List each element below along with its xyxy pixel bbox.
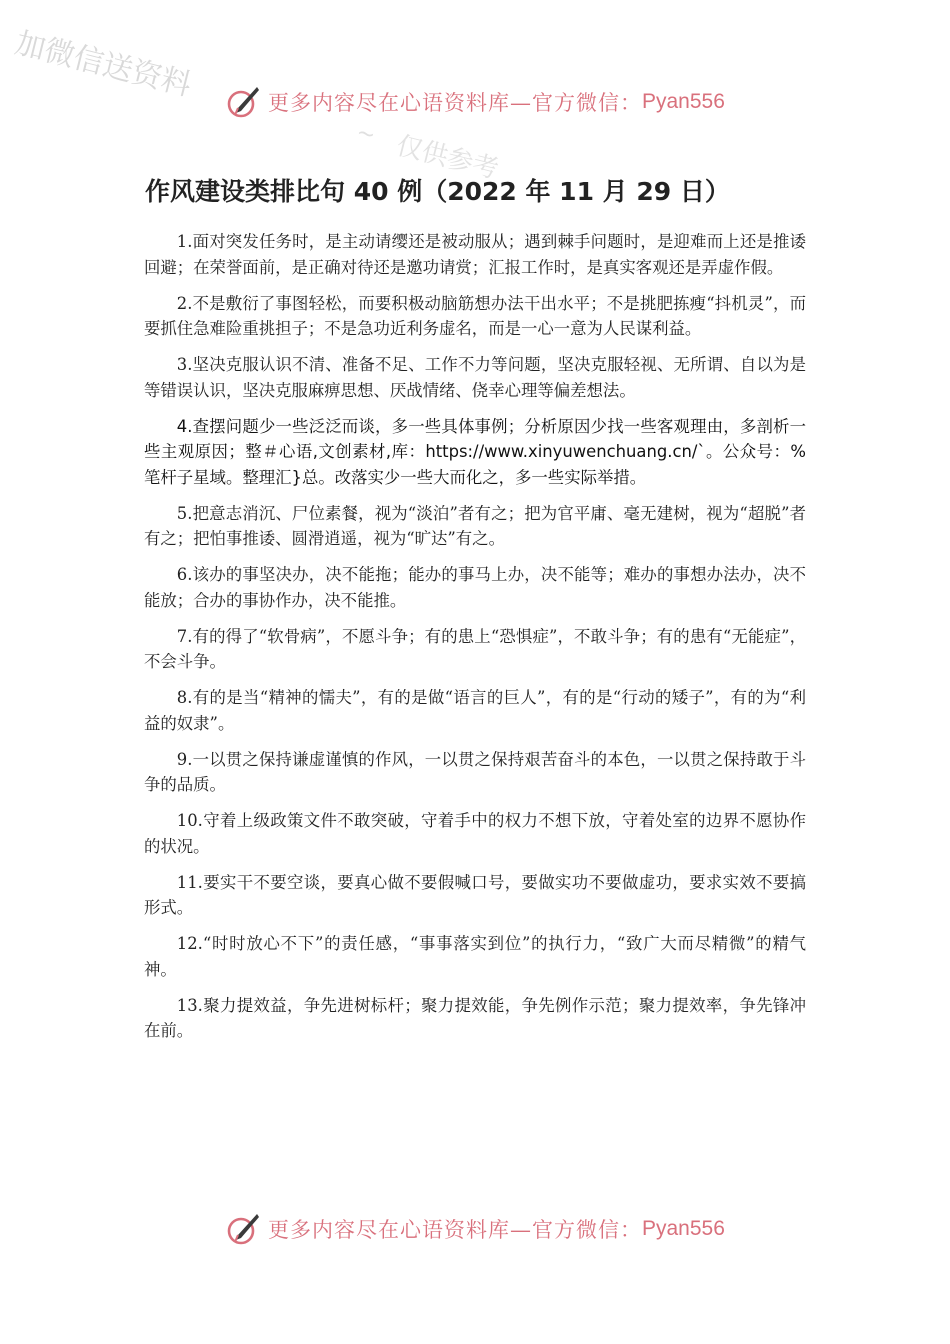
banner-wechat-id: Pyan556 [642, 90, 725, 113]
paragraph-13: 13.聚力提效益，争先进树标杆；聚力提效能，争先例作示范；聚力提效率，争先锋冲在前。 [144, 995, 806, 1040]
paragraph-11: 11.要实干不要空谈，要真心做不要假喊口号，要做实功不要做虚功，要求实效不要搞形式。 [144, 872, 806, 917]
paragraph-8: 8.有的是当“精神的懦夫”，有的是做“语言的巨人”，有的是“行动的矮子”，有的为“利益的奴隶”。 [144, 688, 806, 733]
quill-pen-logo-icon [226, 1211, 262, 1247]
watermark-mark: ~ [353, 120, 378, 149]
header-banner[interactable] [226, 80, 725, 124]
paragraph-9: 9.一以贯之保持谦虚谨慎的作风，一以贯之保持艰苦奋斗的本色，一以贯之保持敢于斗争的品质。 [144, 749, 806, 794]
paragraph-3: 3.坚决克服认识不清、准备不足、工作不力等问题，坚决克服轻视、无所谓、自以为是等错误认识，坚决克服麻痹思想、厌战情绪、侥幸心理等偏差想法。 [144, 355, 806, 400]
quill-pen-logo-icon [226, 84, 262, 120]
watermark-mid: 仅供参考 [393, 130, 502, 186]
footer-banner[interactable] [226, 1207, 725, 1251]
paragraph-4: 4.查摆问题少一些泛泛而谈，多一些具体事例；分析原因少找一些客观理由，多剖析一些主观原因；整＃心语,文创素材,库：https://www.xinyuwenchuang.cn/`。公众号：%笔杆子星域。整理汇}总。改落实少一些大而化之，多一些实际举措。 [144, 416, 806, 487]
banner-text: 更多内容尽在心语资料库—官方微信： [268, 1218, 642, 1242]
paragraph-1: 1.面对突发任务时，是主动请缨还是被动服从；遇到棘手问题时，是迎难而上还是推诿回避；在荣誉面前，是正确对待还是邀功请赏；汇报工作时，是真实客观还是弄虚作假。 [144, 232, 806, 277]
banner-text: 更多内容尽在心语资料库—官方微信： [268, 91, 642, 115]
watermark-top-left: 加微信送资料 [11, 25, 195, 104]
page-title: 作风建设类排比句 40 例（2022 年 11 月 29 日） [145, 177, 730, 206]
paragraph-7: 7.有的得了“软骨病”，不愿斗争；有的患上“恐惧症”，不敢斗争；有的患有“无能症”，不会斗争。 [144, 626, 806, 671]
paragraph-6: 6.该办的事坚决办，决不能拖；能办的事马上办，决不能等；难办的事想办法办，决不能放；合办的事协作办，决不能推。 [144, 565, 806, 610]
paragraph-12: 12.“时时放心不下”的责任感，“事事落实到位”的执行力，“致广大而尽精微”的精气神。 [144, 934, 806, 979]
paragraph-10: 10.守着上级政策文件不敢突破，守着手中的权力不想下放，守着处室的边界不愿协作的状况。 [144, 811, 806, 856]
paragraph-2: 2.不是敷衍了事图轻松，而要积极动脑筋想办法干出水平；不是挑肥拣瘦“抖机灵”，而要抓住急难险重挑担子；不是急功近利务虚名，而是一心一意为人民谋利益。 [144, 293, 806, 338]
banner-wechat-id: Pyan556 [642, 1217, 725, 1240]
paragraph-5: 5.把意志消沉、尸位素餐，视为“淡泊”者有之；把为官平庸、毫无建树，视为“超脱”者有之；把怕事推诿、圆滑逍遥，视为“旷达”有之。 [144, 503, 806, 548]
document-body [144, 229, 806, 1054]
